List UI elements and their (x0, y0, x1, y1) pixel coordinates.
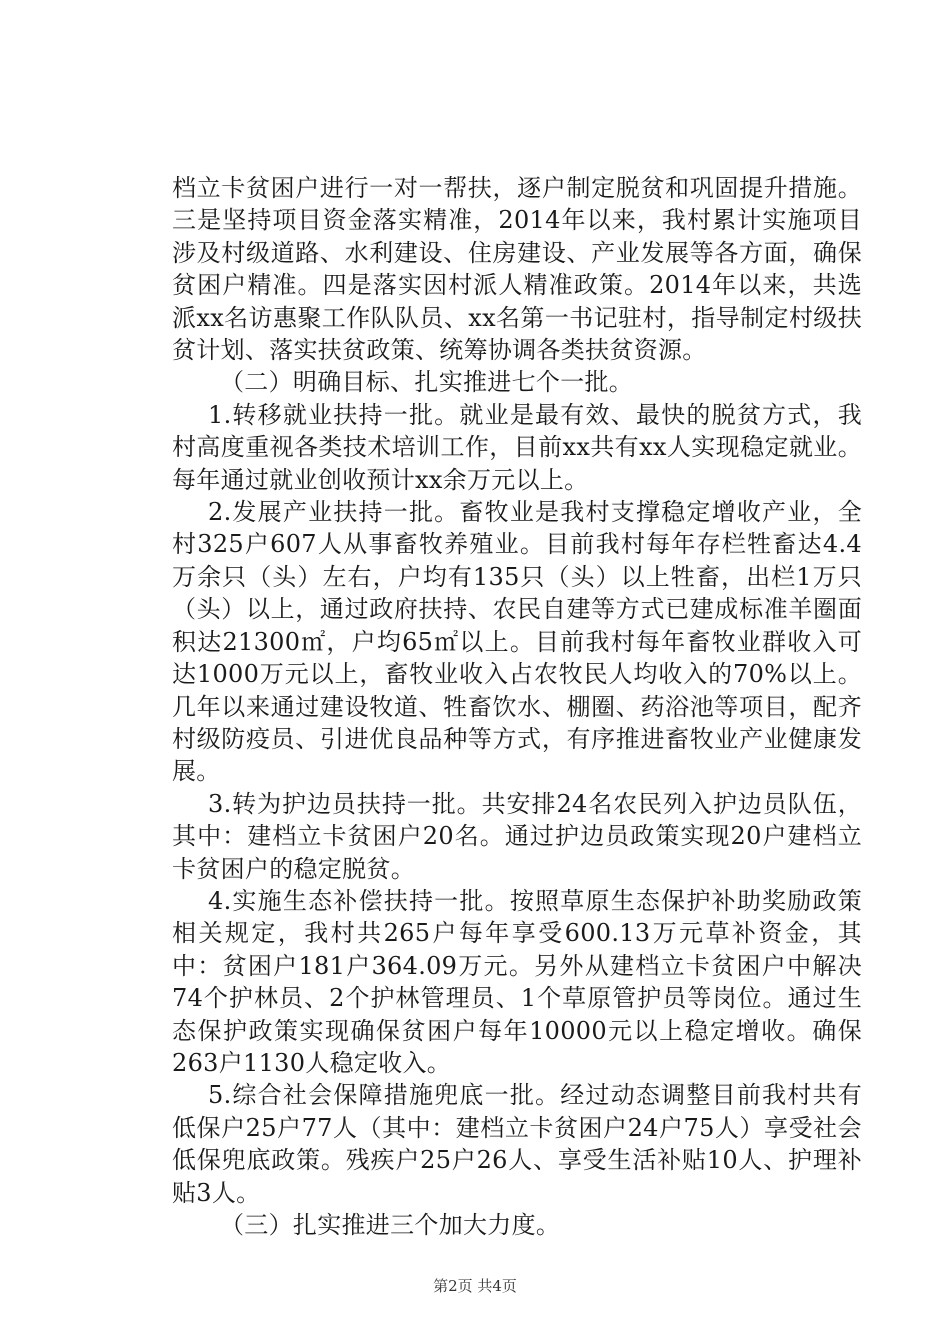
section-heading-3: （三）扎实推进三个加大力度。 (220, 1211, 561, 1239)
paragraph-continuation: 档立卡贫困户进行一对一帮扶，逐户制定脱贫和巩固提升措施。三是坚持项目资金落实精准，2014年以来，我村累计实施项目涉及村级道路、水利建设、住房建设、产业发展等各方面，确保贫困户精准。四是落实因村派人精准政策。2014年以来，共选派xx名访惠聚工作队队员、xx名第一书记驻村，指导制定村级扶贫计划、落实扶贫政策、统筹协调各类扶贫资源。 (172, 174, 862, 365)
paragraph-item-1: 1.转移就业扶持一批。就业是最有效、最快的脱贫方式，我村高度重视各类技术培训工作，目前xx共有xx人实现稳定就业。每年通过就业创收预计xx余万元以上。 (172, 400, 862, 494)
section-heading-2: （二）明确目标、扎实推进七个一批。 (220, 368, 634, 397)
document-body (172, 172, 862, 1241)
paragraph-item-4: 4.实施生态补偿扶持一批。按照草原生态保护补助奖励政策相关规定，我村共265户每年享受600.13万元草补资金，其中：贫困户181户364.09万元。另外从建档立卡贫困户中解决74个护林员、2个护林管理员、1个草原管护员等岗位。通过生态保护政策实现确保贫困户每年10000元以上稳定增收。确保263户1130人稳定收入。 (172, 886, 862, 1077)
page-footer: 第2页 共4页 (433, 1277, 517, 1295)
paragraph-item-5: 5.综合社会保障措施兜底一批。经过动态调整目前我村共有低保户25户77人（其中：建档立卡贫困户24户75人）享受社会低保兜底政策。残疾户25户26人、享受生活补贴10人、护理补贴3人。 (172, 1081, 862, 1207)
paragraph-item-3: 3.转为护边员扶持一批。共安排24名农民列入护边员队伍，其中：建档立卡贫困户20名。通过护边员政策实现20户建档立卡贫困户的稳定脱贫。 (172, 789, 862, 883)
paragraph-item-2: 2.发展产业扶持一批。畜牧业是我村支撑稳定增收产业，全村325户607人从事畜牧养殖业。目前我村每年存栏牲畜达4.4万余只（头）左右，户均有135只（头）以上牲畜，出栏1万只（头）以上，通过政府扶持、农民自建等方式已建成标准羊圈面积达21300㎡，户均65㎡以上。目前我村每年畜牧业群收入可达1000万元以上，畜牧业收入占农牧民人均收入的70%以上。几年以来通过建设牧道、牲畜饮水、棚圈、药浴池等项目，配齐村级防疫员、引进优良品种等方式，有序推进畜牧业产业健康发展。 (172, 498, 862, 786)
